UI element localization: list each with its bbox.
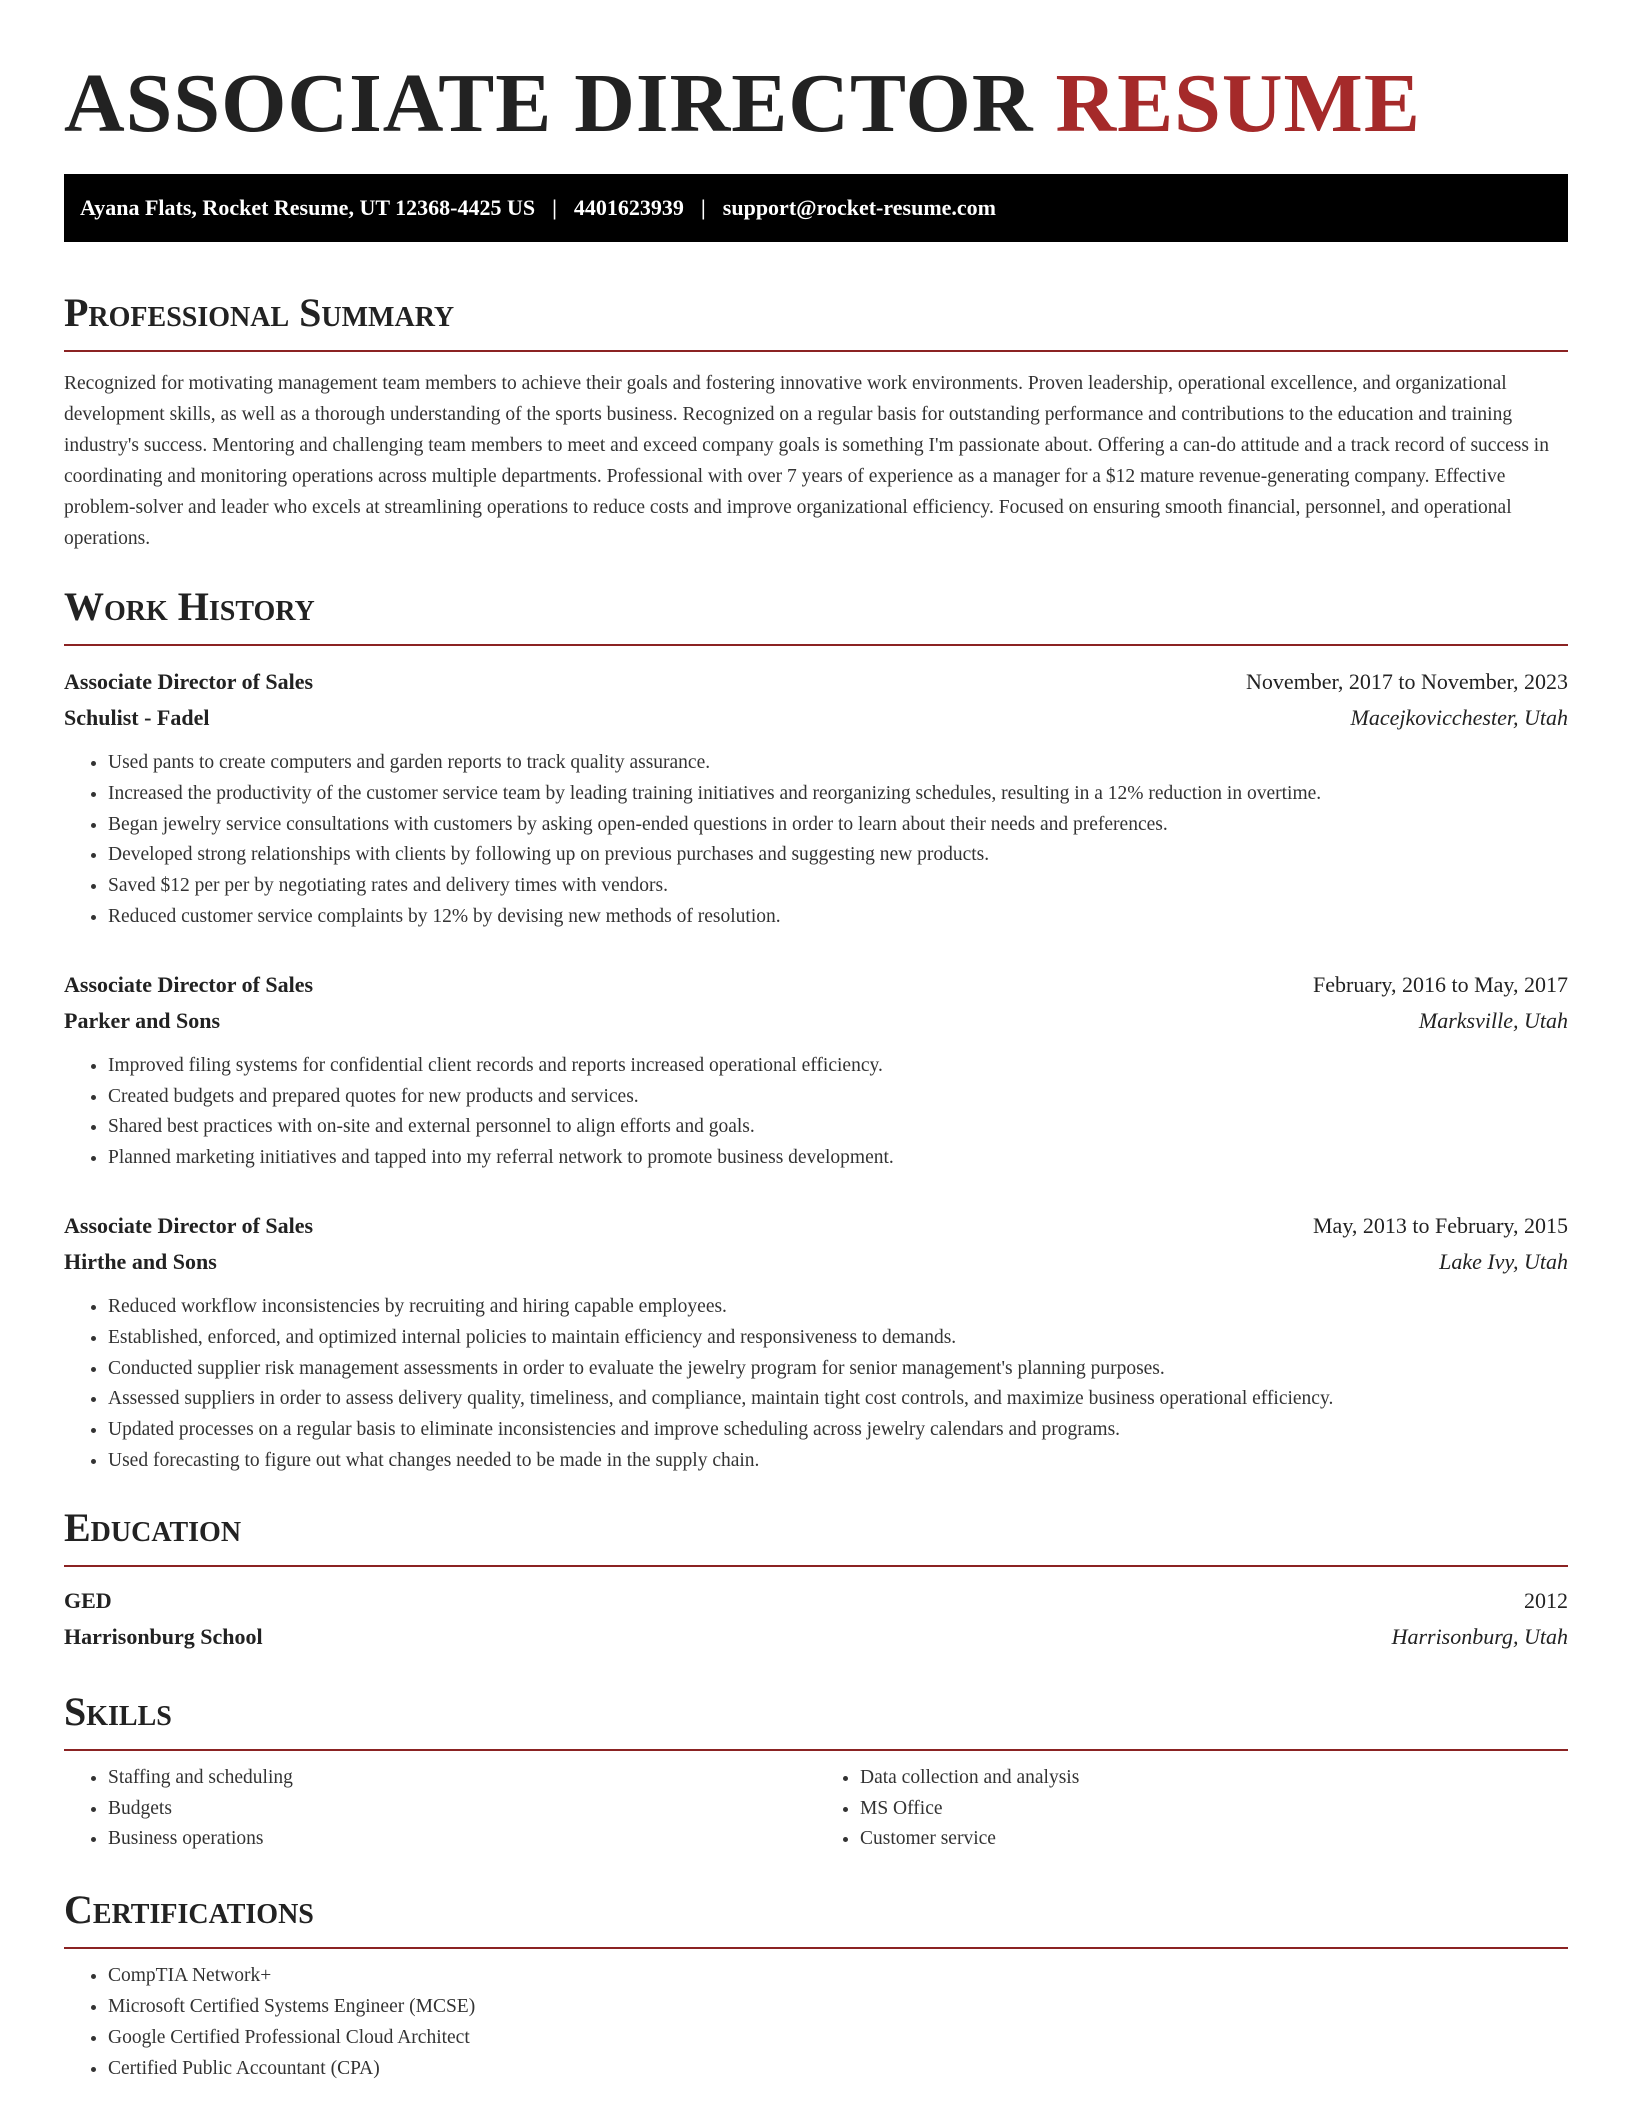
job-company: Hirthe and Sons xyxy=(64,1248,217,1274)
job-header-row xyxy=(64,1208,1568,1244)
skill-item: • Customer service xyxy=(860,1824,1568,1855)
list-item: • Planned marketing initiatives and tapped into my referral network to promote business development. xyxy=(108,1143,1568,1174)
list-item: • Shared best practices with on-site and external personnel to align efforts and goals. xyxy=(108,1112,1568,1143)
job-entry xyxy=(64,967,1568,1174)
skills-list-left xyxy=(64,1763,816,1855)
list-item: • Developed strong relationships with clients by following up on previous purchases and suggesting new products. xyxy=(108,840,1568,871)
list-item: • Reduced workflow inconsistencies by recruiting and hiring capable employees. xyxy=(108,1292,1568,1323)
certifications-list xyxy=(64,1961,1568,2084)
section-heading-work-history: Work History xyxy=(64,584,1568,646)
job-company-row xyxy=(64,700,1568,736)
job-location: Macejkovicchester, Utah xyxy=(1350,705,1568,730)
list-item: • Created budgets and prepared quotes for new products and services. xyxy=(108,1082,1568,1113)
title-accent: RESUME xyxy=(1055,57,1421,150)
skill-item: • MS Office xyxy=(860,1794,1568,1825)
education-degree: GED xyxy=(64,1587,112,1613)
skills-columns xyxy=(64,1763,1568,1855)
job-dates: November, 2017 to November, 2023 xyxy=(1245,669,1568,694)
job-title: Associate Director of Sales xyxy=(64,1212,314,1238)
education-school: Harrisonburg School xyxy=(64,1623,263,1649)
job-bullets xyxy=(64,1292,1568,1477)
list-item: • Increased the productivity of the customer service team by leading training initiatives and reorganizing schedules, resulting in a 12% reduction in overtime. xyxy=(108,779,1568,810)
section-heading-skills: Skills xyxy=(64,1689,1568,1751)
certification-item: • Google Certified Professional Cloud Architect xyxy=(108,2023,1568,2054)
job-title: Associate Director of Sales xyxy=(64,669,314,694)
section-heading-education: Education xyxy=(64,1505,1568,1567)
skills-list-right xyxy=(816,1763,1568,1855)
contact-separator: | xyxy=(700,195,706,220)
title-main: ASSOCIATE DIRECTOR xyxy=(64,57,1034,150)
list-item: • Reduced customer service complaints by 12% by devising new methods of resolution. xyxy=(108,902,1568,933)
section-heading-certifications: Certifications xyxy=(64,1887,1568,1949)
list-item: • Used forecasting to figure out what changes needed to be made in the supply chain. xyxy=(108,1446,1568,1477)
job-location: Lake Ivy, Utah xyxy=(1439,1248,1568,1274)
contact-bar xyxy=(64,174,1568,242)
contact-phone: 4401623939 xyxy=(573,195,684,220)
job-entry xyxy=(64,1208,1568,1477)
job-bullets xyxy=(64,1051,1568,1174)
education-location: Harrisonburg, Utah xyxy=(1391,1623,1568,1649)
skill-item: • Staffing and scheduling xyxy=(108,1763,816,1794)
job-header-row xyxy=(64,664,1568,700)
job-location: Marksville, Utah xyxy=(1418,1007,1568,1033)
list-item: • Conducted supplier risk management assessments in order to evaluate the jewelry program for senior management's planning purposes. xyxy=(108,1354,1568,1385)
education-degree-row xyxy=(64,1583,1568,1619)
job-dates: February, 2016 to May, 2017 xyxy=(1313,971,1568,997)
job-header-row xyxy=(64,967,1568,1003)
job-company-row xyxy=(64,1003,1568,1039)
education-year: 2012 xyxy=(1524,1587,1568,1613)
job-company-row xyxy=(64,1244,1568,1280)
contact-email: support@rocket-resume.com xyxy=(722,195,996,220)
list-item: • Established, enforced, and optimized internal policies to maintain efficiency and responsiveness to demands. xyxy=(108,1323,1568,1354)
list-item: • Used pants to create computers and garden reports to track quality assurance. xyxy=(108,748,1568,779)
list-item: • Improved filing systems for confidential client records and reports increased operational efficiency. xyxy=(108,1051,1568,1082)
list-item: • Updated processes on a regular basis to eliminate inconsistencies and improve scheduling across jewelry calendars and programs. xyxy=(108,1415,1568,1446)
certification-item: • Microsoft Certified Systems Engineer (MCSE) xyxy=(108,1992,1568,2023)
list-item: • Assessed suppliers in order to assess delivery quality, timeliness, and compliance, maintain tight cost controls, and maximize business operational efficiency. xyxy=(108,1384,1568,1415)
job-entry xyxy=(64,664,1568,933)
list-item: • Began jewelry service consultations with customers by asking open-ended questions in order to learn about their needs and preferences. xyxy=(108,810,1568,841)
certification-item: • CompTIA Network+ xyxy=(108,1961,1568,1992)
summary-text: Recognized for motivating management team members to achieve their goals and fostering innovative work environments. Proven leadership, operational excellence, and organizational development skills, as well as a thorough understanding of the sports business. Recognized on a regular basis for outstanding performance and contributions to the education and training industry's success. Mentoring and challenging team members to meet and exceed company goals is something I'm passionate about. Offering a can-do attitude and a track record of success in coordinating and monitoring operations across multiple departments. Professional with over 7 years of experience as a manager for a $12 mature revenue-generating company. Effective problem-solver and leader who excels at streamlining operations to reduce costs and improve organizational efficiency. Focused on ensuring smooth financial, personnel, and operational operations. xyxy=(64,373,1549,549)
certification-item: • Certified Public Accountant (CPA) xyxy=(108,2054,1568,2085)
education-entry xyxy=(64,1583,1568,1655)
education-school-row xyxy=(64,1619,1568,1655)
job-company: Parker and Sons xyxy=(64,1007,221,1033)
job-title: Associate Director of Sales xyxy=(64,971,314,997)
resume-title xyxy=(64,0,1568,150)
skill-item: • Budgets xyxy=(108,1794,816,1825)
contact-separator: | xyxy=(552,195,557,220)
job-company: Schulist - Fadel xyxy=(64,705,210,730)
contact-address: Ayana Flats, Rocket Resume, UT 12368-4425 US xyxy=(80,195,536,220)
job-bullets xyxy=(64,748,1568,933)
section-heading-summary: Professional Summary xyxy=(64,290,1568,352)
skill-item: • Data collection and analysis xyxy=(860,1763,1568,1794)
list-item: • Saved $12 per per by negotiating rates and delivery times with vendors. xyxy=(108,871,1568,902)
skill-item: • Business operations xyxy=(108,1824,816,1855)
job-dates: May, 2013 to February, 2015 xyxy=(1313,1212,1568,1238)
